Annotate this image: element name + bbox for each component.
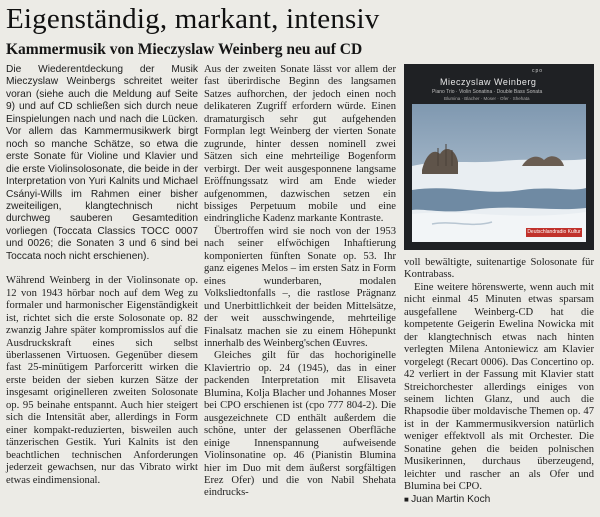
subheadline: Kammermusik von Mieczyslaw Weinberg neu auf CD	[6, 41, 363, 58]
paragraph-contrabass: voll bewältigte, suitenartige Solosonate für Kontrabass.	[404, 257, 594, 281]
cd-cover-image	[404, 64, 594, 250]
paragraph-intro: Die Wiederentdeckung der Musik Mieczyslaw Weinbergs schreitet weiter voran (siehe auch die Meldung auf Seite 9) und auf CD schließen sich durch neue Einspielungen nach und nach die Lücken. Vor allem das Kammermusikwerk birgt noch so manche Schätze, so etwa die erste Sonate für Violine und Klavier und die erste Violinsolosonate, die beide in der Interpretation von Yuri Kalnits und Michael Csányi-Wills im Rahmen einer bisher zweiteiligen, klangtechnisch nicht durchweg sauberen Gesamtedition vorliegen (Toccata Classics TOCC 0007 und 0026; die Sonaten 3 und 6 sind bei Toccata noch nicht erschienen).	[6, 64, 198, 262]
cd-composer-title: Mieczyslaw Weinberg	[440, 77, 537, 87]
paragraph-fifth-sonata: Übertroffen wird sie noch von der 1953 nach seiner elfwöchigen Inhaftierung komponierten fünften Sonate op. 53. Ihr ganz eigenes Melos – im ersten Satz in Form eines wunderbaren, modalen Volksliedtonfalls –, die rastlose Prägnanz und Unerbittlichkeit der beiden Mittelsätze, der weit ausschwingende, mehrteilige Finalsatz machen sie zu einem Höhepunkt innerhalb des Weinberg'schen Œuvres.	[204, 225, 396, 349]
column-3	[404, 257, 594, 506]
cd-label-logo: cpo	[532, 68, 544, 74]
column-2	[204, 64, 396, 500]
column-1	[6, 64, 198, 487]
deutschlandradio-badge: Deutschlandradio Kultur	[527, 229, 581, 235]
cd-performers: Blumina · Blacher · Moser · Ofer · Shehata	[444, 96, 530, 101]
paragraph-second-sonata: Aus der zweiten Sonate lässt vor allem der fast überirdische Beginn des langsamen Satzes aufhorchen, der jedoch einen noch delikateren Zugriff erfordern würde. Einen dramaturgisch sehr gut aufgehenden Formplan legt Weinberg der vierten Sonate zugrunde, hinter dessen nominell zwei Sätzen sich eine mehrteilige Bogenform verbirgt. Der weit ausgesponnene langsame Eröffnungssatz wird am Ende wieder aufgenommen, dazwischen setzen ein bissiges Perpetuum mobile und eine eindringliche Kadenz markante Kontraste.	[204, 64, 396, 225]
headline: Eigenständig, markant, intensiv	[6, 3, 380, 35]
winter-landscape-painting	[412, 104, 586, 242]
cd-works-list: Piano Trio · Violin Sonatina · Double Bass Sonata	[432, 89, 543, 95]
paragraph-violin-sonata: Während Weinberg in der Violinsonate op. 12 von 1943 hörbar noch auf dem Weg zu formaler und harmonischer Eigenständigkeit ist, richtet sich die erste Solosonate op. 82 zwanzig Jahre später kompromisslos auf die Ausdruckskraft eines sich selbst überlassenen Virtuosen. Gegenüber diesem fast 25-minütigem Parforceritt wirken die erste beiden der sieben kurzen Sätze der insgesamt originelleren zweiten Solosonate op. 95 beinahe entspannt. Auch hier steigert sich die Intensität aber, allerdings in Form einer kompakt-reduzierten, bisweilen auch tänzerischen Gestik. Yuri Kalnits ist den beachtlichen technischen Anforderungen jederzeit gewachsen, nur das Vibrato wirkt etwas eindimensional.	[6, 275, 198, 486]
paragraph-nowicka-cd: Eine weitere hörenswerte, wenn auch mit nicht einmal 45 Minuten etwas sparsam ausgefallene Weinberg-CD hat die kompetente Geigerin Ewelina Nowicka mit der klangtechnisch etwas nach hinten verlegten Milena Antoniewicz am Klavier vorgelegt (Recart 0006). Das Concertino op. 42 verliert in der Fassung mit Klavier statt Streichorchester allerdings einiges von seinem lichten Glanz, und auch die Rhapsodie über moldavische Themen op. 47 ist in der Kammermusikversion natürlich weniger effektvoll als mit Orchester. Die Sonatine gehen die beiden polnischen Musikerinnen, durchaus überzeugend, leichter und rascher an als Ofer und Blumina bei CPO.	[404, 281, 594, 493]
author-byline: ■ Juan Martin Koch	[404, 494, 594, 506]
paragraph-piano-trio: Gleiches gilt für das hochoriginelle Klaviertrio op. 24 (1945), das in einer packenden Interpretation mit Elisaveta Blumina, Kolja Blacher und Johannes Moser bei CPO erschienen ist (cpo 777 804-2). Die ausgezeichnete CD enthält außerdem die schöne, unter der gelassenen Oberfläche einige Innenspannung aufweisende Violinsonatine op. 46 (Pianistin Blumina hier im Duo mit dem äußerst sorgfältigen Erez Ofer) und die von Nabil Shehata eindrucks-	[204, 350, 396, 499]
